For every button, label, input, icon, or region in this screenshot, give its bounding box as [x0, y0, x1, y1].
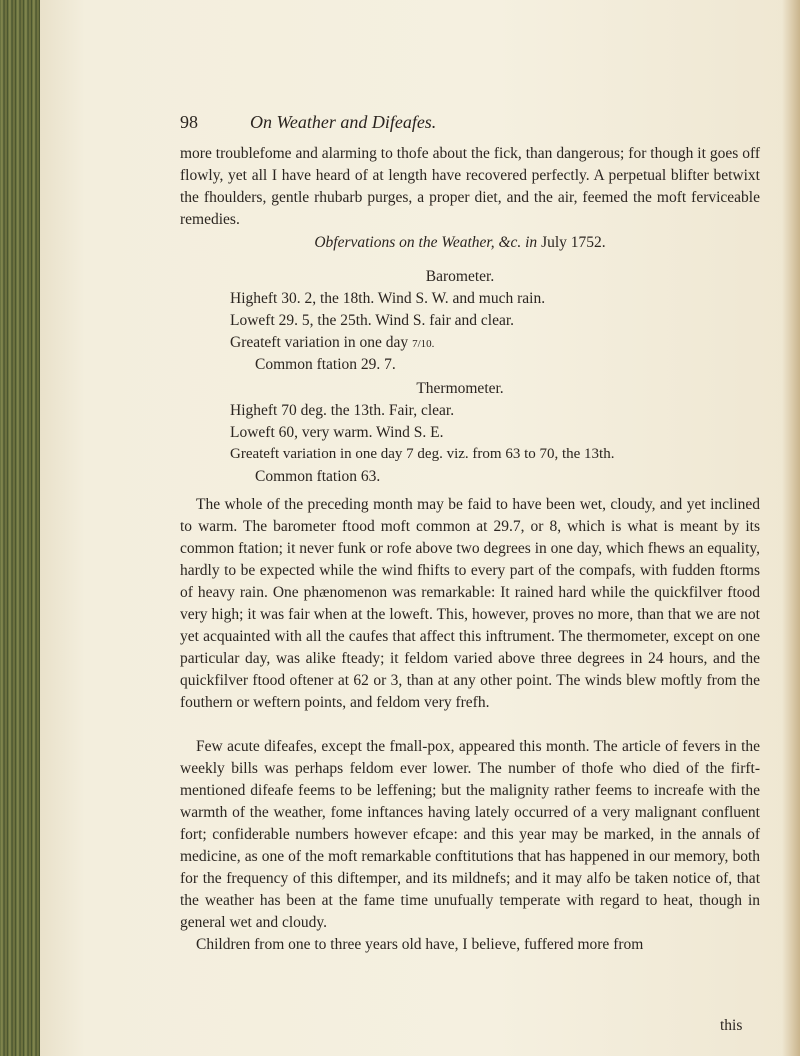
barometer-variation — [230, 334, 434, 352]
page-number: 98 — [180, 112, 198, 132]
thermometer-lowest: Loweft 60, very warm. Wind S. E. — [230, 424, 444, 441]
barometer-common: Common ftation 29. 7. — [255, 356, 396, 373]
observations-title — [180, 234, 740, 252]
barometer-lowest: Loweft 29. 5, the 25th. Wind S. fair and clear. — [230, 312, 515, 329]
paragraph-3-text: Few acute difeafes, except the fmall-pox, appeared this month. The article of fevers in the weekly bills was perhaps feldom ever lower. The number of thofe who died of the firft-mentioned difeafe feems to be leffening; but the malignity rather feems to increafe with the warmth of the weather, fome inftances having lately occurred of a very malignant confluent fort; confiderable numbers however efcape: and this year may be marked, in the annals of medicine, as one of the moft remarkable conftitutions that has happened in our memory, both for the frequency of this diftemper, and its mildnefs; and it may alfo be taken notice of, that the weather has been at the fame time unufually temperate with regard to heat, though in general wet and cloudy. — [180, 738, 760, 931]
page-edge — [782, 0, 800, 1056]
observations-date: July 1752. — [541, 234, 606, 251]
paragraph-2-text: The whole of the preceding month may be faid to have been wet, cloudy, and yet inclined to warm. The barometer ftood moft common at 29.7, or 8, which is what is meant by its common ftation; it never funk or rofe above two degrees in one day, which fhews an equality, hardly to be expected while the wind fhifts to every part of the compafs, with fudden ftorms of heavy rain. One phænomenon was remarkable: It rained hard while the quickfilver ftood very high; it was fair when at the loweft. This, however, proves no more, than that we are not yet acquainted with all the caufes that affect this inftrument. The thermometer, except on one particular day, was alike fteady; it feldom varied above three degrees in 24 hours, and the quickfilver ftood oftener at 62 or 3, than at any other point. The winds blew moftly from the fouthern or weftern points, and feldom very frefh. — [180, 496, 760, 711]
catchword: this — [720, 1017, 743, 1034]
barometer-variation-label: Greateft variation in one day — [230, 334, 409, 351]
paragraph-3 — [180, 736, 760, 956]
barometer-highest: Higheft 30. 2, the 18th. Wind S. W. and much rain. — [230, 290, 546, 307]
observations-title-text: Obfervations on the Weather, &c. in — [314, 234, 538, 251]
binding-edge — [0, 0, 40, 1056]
running-title: On Weather and Difeafes. — [250, 112, 437, 132]
thermometer-highest: Higheft 70 deg. the 13th. Fair, clear. — [230, 402, 455, 419]
thermometer-heading: Thermometer. — [416, 380, 504, 397]
paragraph-2 — [180, 494, 760, 714]
paragraph-4-text: Children from one to three years old have, I believe, fuffered more from — [196, 936, 644, 953]
thermometer-variation: Greateft variation in one day 7 deg. viz. from 63 to 70, the 13th. — [230, 446, 615, 462]
barometer-heading: Barometer. — [425, 268, 495, 285]
barometer-variation-value: 7/10. — [412, 338, 435, 350]
thermometer-common: Common ftation 63. — [255, 468, 381, 485]
paragraph-1: more troublefome and alarming to thofe about the fick, than dangerous; for though it goes off flowly, yet all I have heard of at length have recovered perfectly. A perpetual blifter betwixt the fhoulders, gentle rhubarb purges, a proper diet, and the air, feemed the moft ferviceable remedies. — [180, 145, 760, 228]
